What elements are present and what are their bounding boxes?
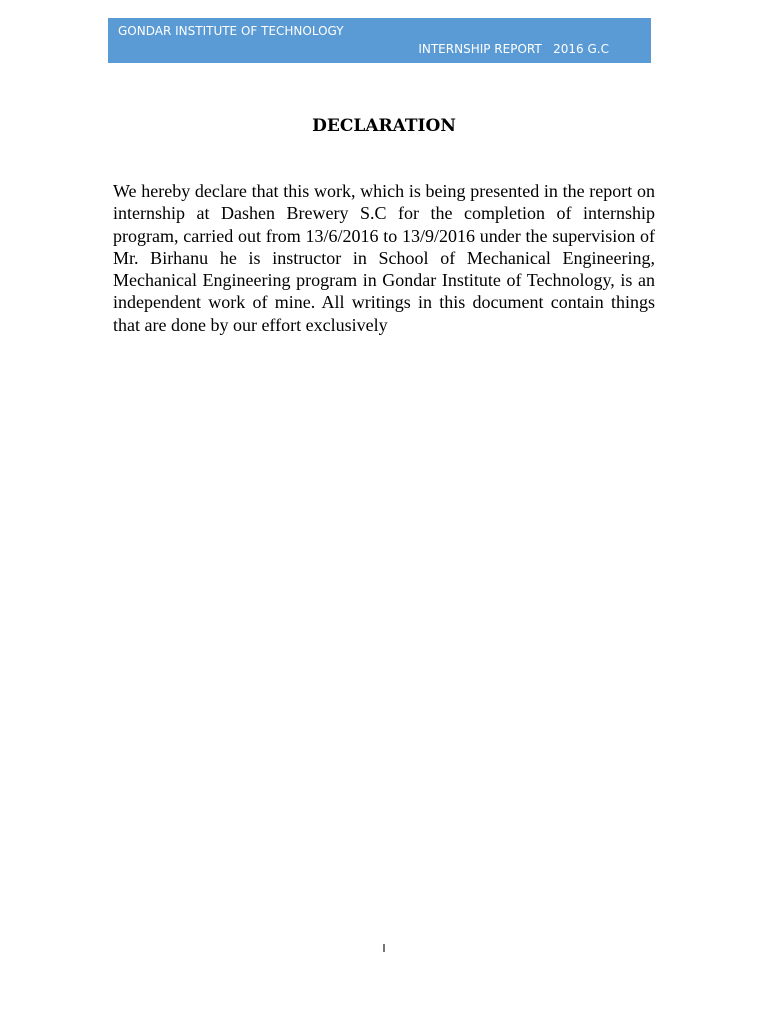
declaration-paragraph: We hereby declare that this work, which is being presented in the report on internship at Dashen Brewery S.C for the completion of internship program, carried out from 13/6/2016 to 13/9/2016 under the supervision of Mr. Birhanu he is instructor in School of Mechanical Engineering, Mechanical Engineering program in Gondar Institute of Technology, is an independent work of mine. All writings in this document contain things that are done by our effort exclusively — [113, 181, 655, 335]
header-institution: GONDAR INSTITUTE OF TECHNOLOGY — [118, 24, 344, 38]
header-report-label: INTERNSHIP REPORT 2016 G.C — [418, 42, 609, 56]
page-number: I — [382, 942, 386, 955]
page-header — [108, 18, 651, 63]
page-title: DECLARATION — [312, 116, 456, 136]
